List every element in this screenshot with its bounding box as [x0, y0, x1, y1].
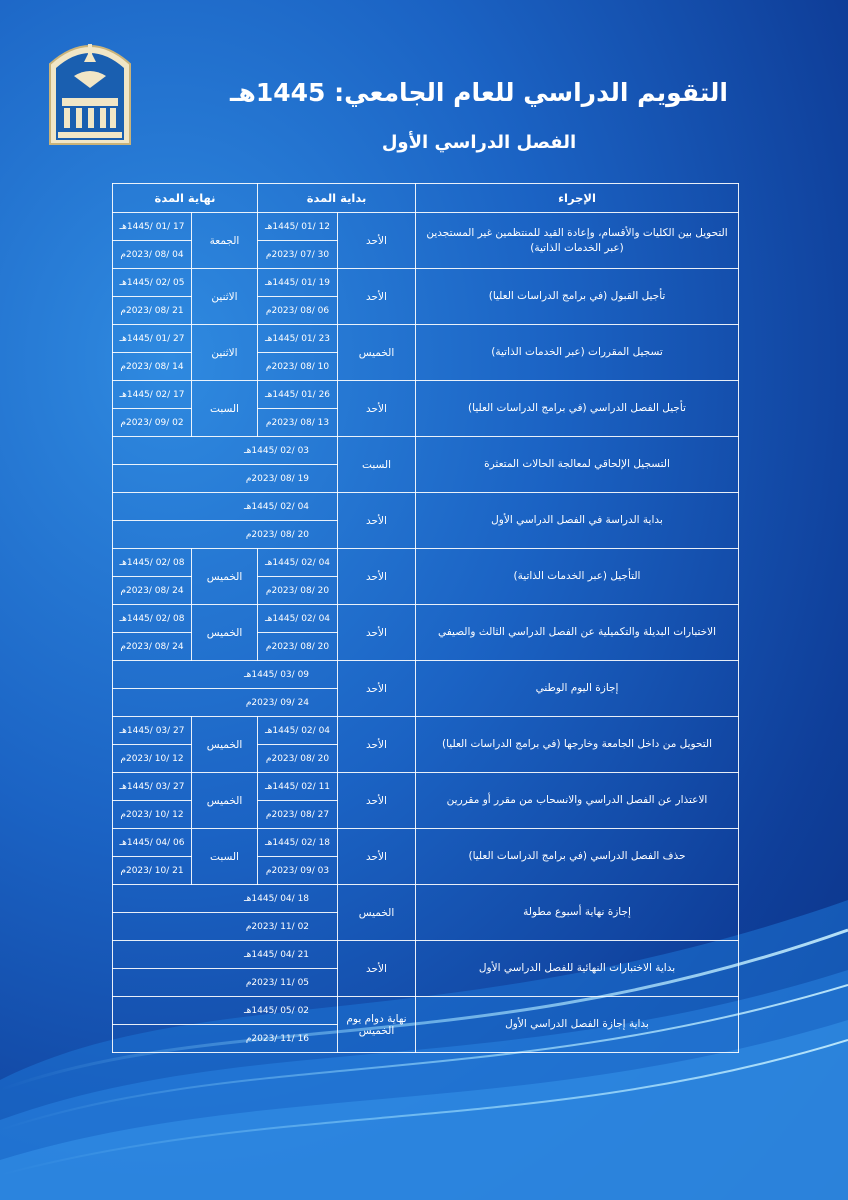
procedure-cell: الاعتذار عن الفصل الدراسي والانسحاب من مقرر أو مقررين	[416, 773, 739, 829]
end-hijri-cell: 27 /01 /1445هـ	[113, 325, 192, 353]
table-row	[113, 493, 739, 521]
start-hijri-cell: 12 /01 /1445هـ	[258, 213, 338, 241]
end-greg-cell: 14 /08 /2023م	[113, 353, 192, 381]
procedure-cell: التأجيل (عبر الخدمات الذاتية)	[416, 549, 739, 605]
start-greg-cell: 13 /08 /2023م	[258, 409, 338, 437]
start-day-cell: الأحد	[338, 605, 416, 661]
end-greg-cell: 24 /08 /2023م	[113, 633, 192, 661]
header-procedure: الإجراء	[416, 184, 739, 213]
end-day-cell: الخميس	[192, 605, 258, 661]
header-start: بداية المدة	[258, 184, 416, 213]
greg-cell: 24 /09 /2023م	[113, 689, 338, 717]
greg-cell: 20 /08 /2023م	[113, 521, 338, 549]
day-cell: نهاية دوام يوم الخميس	[338, 997, 416, 1053]
end-hijri-cell: 06 /04 /1445هـ	[113, 829, 192, 857]
table-row	[113, 941, 739, 969]
start-day-cell: الأحد	[338, 717, 416, 773]
day-cell: السبت	[338, 437, 416, 493]
end-greg-cell: 21 /10 /2023م	[113, 857, 192, 885]
day-cell: الأحد	[338, 941, 416, 997]
end-greg-cell: 24 /08 /2023م	[113, 577, 192, 605]
end-hijri-cell: 08 /02 /1445هـ	[113, 549, 192, 577]
end-hijri-cell: 27 /03 /1445هـ	[113, 717, 192, 745]
procedure-cell: تأجيل القبول (في برامج الدراسات العليا)	[416, 269, 739, 325]
procedure-cell: التسجيل الإلحاقي لمعالجة الحالات المتعثرة	[416, 437, 739, 493]
start-greg-cell: 20 /08 /2023م	[258, 745, 338, 773]
greg-cell: 05 /11 /2023م	[113, 969, 338, 997]
end-greg-cell: 12 /10 /2023م	[113, 801, 192, 829]
procedure-cell: التحويل بين الكليات والأقسام، وإعادة القيد للمنتظمين غير المستجدين (عبر الخدمات الذاتية)	[416, 213, 739, 269]
start-day-cell: الأحد	[338, 213, 416, 269]
start-greg-cell: 30 /07 /2023م	[258, 241, 338, 269]
header-end: نهاية المدة	[113, 184, 258, 213]
end-day-cell: الاثنين	[192, 269, 258, 325]
procedure-cell: بداية الاختبارات النهائية للفصل الدراسي الأول	[416, 941, 739, 997]
greg-cell: 16 /11 /2023م	[113, 1025, 338, 1053]
table-row	[113, 717, 739, 745]
end-day-cell: الجمعة	[192, 213, 258, 269]
start-greg-cell: 10 /08 /2023م	[258, 353, 338, 381]
page-title: التقويم الدراسي للعام الجامعي: 1445هـ	[229, 78, 728, 107]
end-hijri-cell: 17 /01 /1445هـ	[113, 213, 192, 241]
university-logo	[44, 36, 136, 146]
end-greg-cell: 21 /08 /2023م	[113, 297, 192, 325]
start-hijri-cell: 04 /02 /1445هـ	[258, 717, 338, 745]
start-greg-cell: 20 /08 /2023م	[258, 577, 338, 605]
end-hijri-cell: 17 /02 /1445هـ	[113, 381, 192, 409]
table-row	[113, 381, 739, 409]
table-row	[113, 549, 739, 577]
start-hijri-cell: 23 /01 /1445هـ	[258, 325, 338, 353]
day-cell: الخميس	[338, 885, 416, 941]
start-day-cell: الأحد	[338, 829, 416, 885]
start-greg-cell: 27 /08 /2023م	[258, 801, 338, 829]
hijri-cell: 04 /02 /1445هـ	[113, 493, 338, 521]
table-row	[113, 213, 739, 241]
day-cell: الأحد	[338, 661, 416, 717]
procedure-cell: إجازة نهاية أسبوع مطولة	[416, 885, 739, 941]
procedure-cell: التحويل من داخل الجامعة وخارجها (في برامج الدراسات العليا)	[416, 717, 739, 773]
end-day-cell: السبت	[192, 829, 258, 885]
end-day-cell: الاثنين	[192, 325, 258, 381]
table-row	[113, 437, 739, 465]
greg-cell: 02 /11 /2023م	[113, 913, 338, 941]
procedure-cell: إجازة اليوم الوطني	[416, 661, 739, 717]
end-greg-cell: 12 /10 /2023م	[113, 745, 192, 773]
end-hijri-cell: 05 /02 /1445هـ	[113, 269, 192, 297]
start-hijri-cell: 04 /02 /1445هـ	[258, 549, 338, 577]
end-day-cell: الخميس	[192, 717, 258, 773]
procedure-cell: بداية الدراسة في الفصل الدراسي الأول	[416, 493, 739, 549]
greg-cell: 19 /08 /2023م	[113, 465, 338, 493]
end-hijri-cell: 27 /03 /1445هـ	[113, 773, 192, 801]
procedure-cell: بداية إجازة الفصل الدراسي الأول	[416, 997, 739, 1053]
end-day-cell: الخميس	[192, 549, 258, 605]
start-greg-cell: 06 /08 /2023م	[258, 297, 338, 325]
end-hijri-cell: 08 /02 /1445هـ	[113, 605, 192, 633]
table-row	[113, 829, 739, 857]
start-hijri-cell: 04 /02 /1445هـ	[258, 605, 338, 633]
table-row	[113, 773, 739, 801]
day-cell: الأحد	[338, 493, 416, 549]
table-row	[113, 269, 739, 297]
hijri-cell: 02 /05 /1445هـ	[113, 997, 338, 1025]
table-row	[113, 885, 739, 913]
table-header-row	[113, 184, 739, 213]
start-hijri-cell: 19 /01 /1445هـ	[258, 269, 338, 297]
start-day-cell: الأحد	[338, 773, 416, 829]
end-day-cell: الخميس	[192, 773, 258, 829]
table-row	[113, 997, 739, 1025]
start-hijri-cell: 26 /01 /1445هـ	[258, 381, 338, 409]
hijri-cell: 09 /03 /1445هـ	[113, 661, 338, 689]
hijri-cell: 21 /04 /1445هـ	[113, 941, 338, 969]
start-hijri-cell: 18 /02 /1445هـ	[258, 829, 338, 857]
end-greg-cell: 02 /09 /2023م	[113, 409, 192, 437]
hijri-cell: 03 /02 /1445هـ	[113, 437, 338, 465]
procedure-cell: تسجيل المقررات (عبر الخدمات الذاتية)	[416, 325, 739, 381]
hijri-cell: 18 /04 /1445هـ	[113, 885, 338, 913]
start-day-cell: الأحد	[338, 269, 416, 325]
table-row	[113, 325, 739, 353]
end-greg-cell: 04 /08 /2023م	[113, 241, 192, 269]
procedure-cell: حذف الفصل الدراسي (في برامج الدراسات العليا)	[416, 829, 739, 885]
start-greg-cell: 20 /08 /2023م	[258, 633, 338, 661]
start-day-cell: الخميس	[338, 325, 416, 381]
end-day-cell: السبت	[192, 381, 258, 437]
start-day-cell: الأحد	[338, 381, 416, 437]
procedure-cell: الاختبارات البديلة والتكميلية عن الفصل الدراسي الثالث والصيفي	[416, 605, 739, 661]
start-hijri-cell: 11 /02 /1445هـ	[258, 773, 338, 801]
procedure-cell: تأجيل الفصل الدراسي (في برامج الدراسات العليا)	[416, 381, 739, 437]
start-day-cell: الأحد	[338, 549, 416, 605]
table-row	[113, 605, 739, 633]
table-row	[113, 661, 739, 689]
start-greg-cell: 03 /09 /2023م	[258, 857, 338, 885]
calendar-table	[112, 183, 739, 1053]
page-subtitle: الفصل الدراسي الأول	[381, 132, 577, 153]
